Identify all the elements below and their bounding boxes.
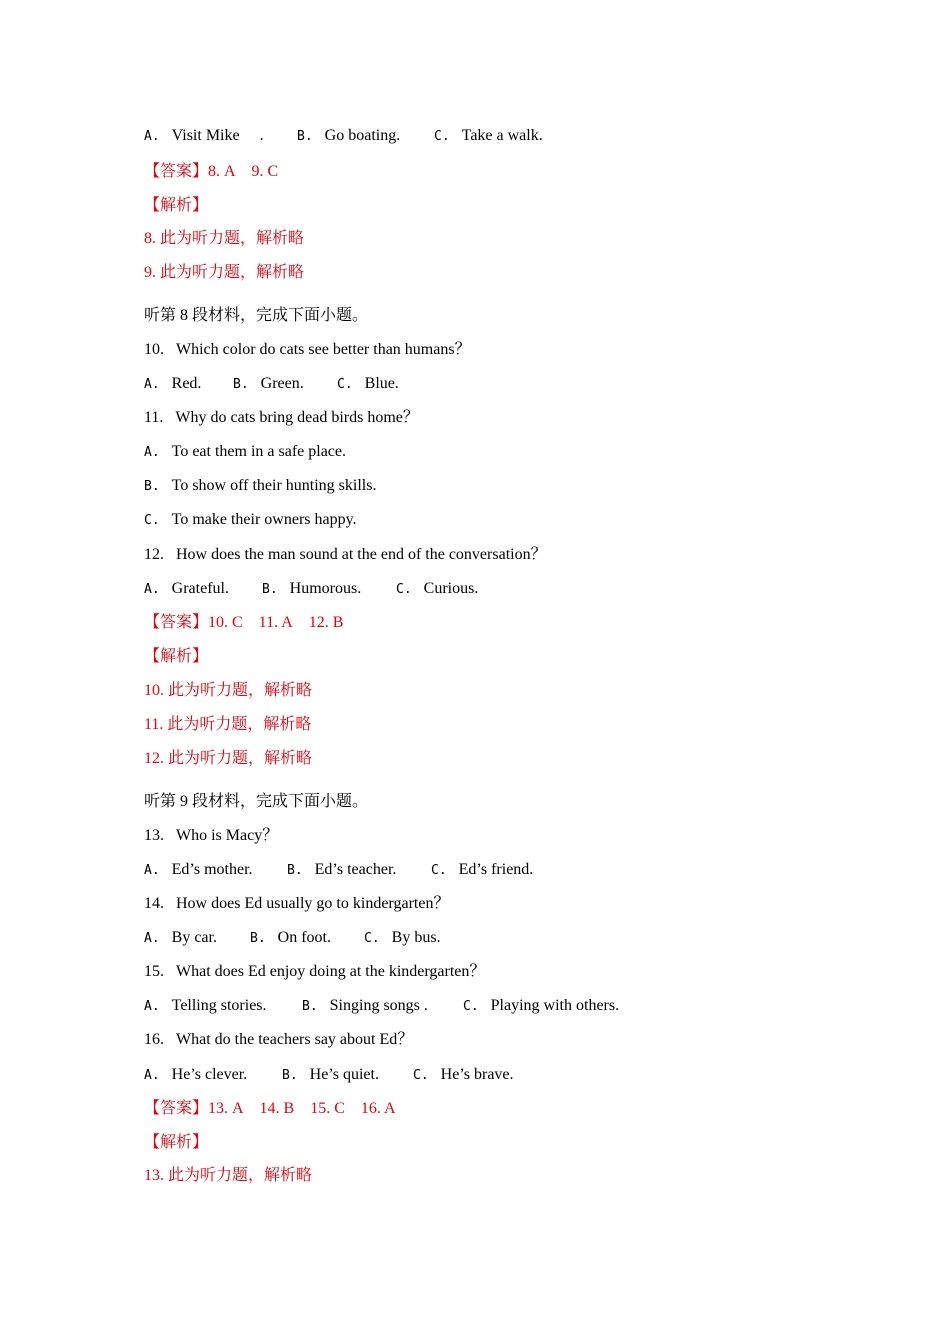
analysis-item: 13. 此为听力题，解析略 bbox=[144, 1167, 313, 1184]
analysis-item: 9. 此为听力题，解析略 bbox=[144, 264, 305, 281]
answer-line: 【答案】13. A 14. B 15. C 16. A bbox=[144, 1100, 396, 1117]
analysis-item: 12. 此为听力题，解析略 bbox=[144, 750, 313, 767]
option-c: C. To make their owners happy. bbox=[144, 511, 357, 528]
question-14: 14. How does Ed usually go to kindergarten？ bbox=[144, 895, 450, 912]
question-16: 16. What do the teachers say about Ed？ bbox=[144, 1031, 414, 1048]
analysis-item: 10. 此为听力题，解析略 bbox=[144, 682, 313, 699]
option-a: A. To eat them in a safe place. bbox=[144, 443, 347, 460]
answer-line: 【答案】10. C 11. A 12. B bbox=[144, 614, 344, 631]
option-b: B. Singing songs . bbox=[302, 997, 428, 1014]
section-intro: 听第 8 段材料，完成下面小题。 bbox=[144, 307, 369, 324]
option-b: B. Green. bbox=[233, 375, 304, 392]
option-a: A. Red. bbox=[144, 375, 202, 392]
option-c: C. Ed’s friend. bbox=[431, 861, 534, 878]
option-c: C. He’s brave. bbox=[413, 1066, 514, 1083]
option-a: A. Grateful. bbox=[144, 580, 229, 597]
answer-line: 【答案】8. A 9. C bbox=[144, 163, 279, 180]
option-b: B. Humorous. bbox=[262, 580, 362, 597]
option-c: C. Playing with others. bbox=[463, 997, 620, 1014]
option-b: B. To show off their hunting skills. bbox=[144, 477, 377, 494]
analysis-item: 11. 此为听力题，解析略 bbox=[144, 716, 312, 733]
option-c: C. Blue. bbox=[337, 375, 399, 392]
option-b: B. Ed’s teacher. bbox=[287, 861, 397, 878]
option-a: A. Visit Mike . bbox=[144, 127, 264, 144]
section-intro: 听第 9 段材料，完成下面小题。 bbox=[144, 793, 369, 810]
question-11: 11. Why do cats bring dead birds home？ bbox=[144, 409, 419, 426]
option-c: C. By bus. bbox=[364, 929, 441, 946]
question-13: 13. Who is Macy？ bbox=[144, 827, 279, 844]
option-a: A. By car. bbox=[144, 929, 217, 946]
question-15: 15. What does Ed enjoy doing at the kindergarten？ bbox=[144, 963, 486, 980]
option-b: B. He’s quiet. bbox=[282, 1066, 379, 1083]
option-b: B. Go boating. bbox=[297, 127, 401, 144]
option-a: A. Ed’s mother. bbox=[144, 861, 253, 878]
analysis-label: 【解析】 bbox=[144, 197, 209, 214]
option-c: C. Curious. bbox=[396, 580, 479, 597]
option-b: B. On foot. bbox=[250, 929, 331, 946]
analysis-label: 【解析】 bbox=[144, 648, 209, 665]
analysis-label: 【解析】 bbox=[144, 1134, 209, 1151]
option-c: C. Take a walk. bbox=[434, 127, 543, 144]
analysis-item: 8. 此为听力题，解析略 bbox=[144, 230, 305, 247]
question-10: 10. Which color do cats see better than humans？ bbox=[144, 341, 471, 358]
option-a: A. He’s clever. bbox=[144, 1066, 248, 1083]
question-12: 12. How does the man sound at the end of the conversation？ bbox=[144, 546, 547, 563]
option-a: A. Telling stories. bbox=[144, 997, 267, 1014]
